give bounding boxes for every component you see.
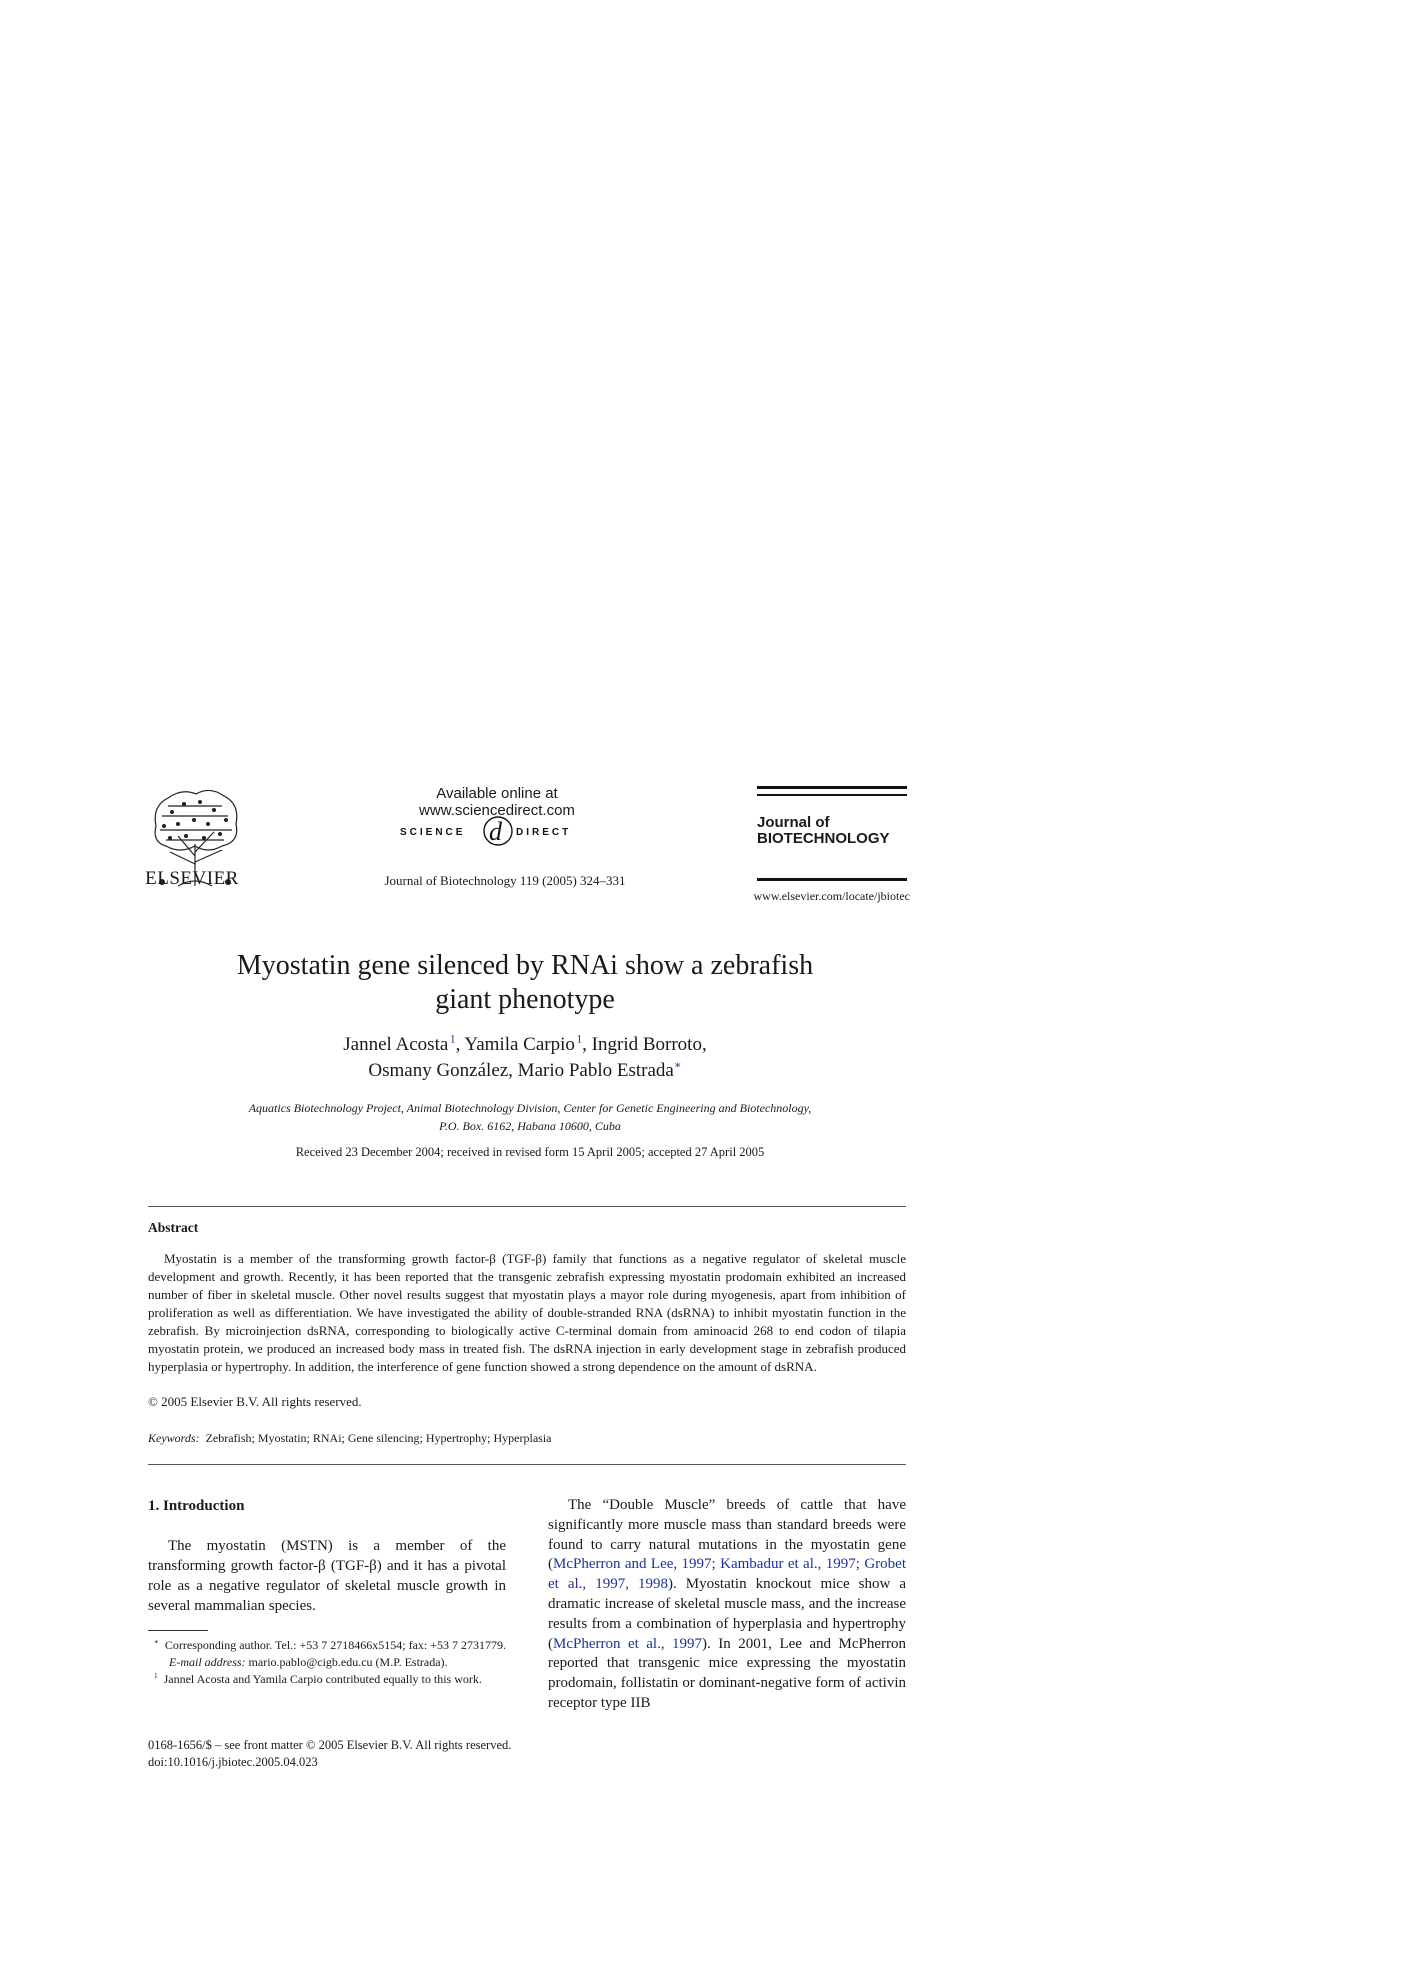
journal-name	[757, 815, 917, 847]
author-list: Jannel Acosta $^1$, Yamila Carpio $^1$, Ingrid Borroto, Osmany González, Mario Pablo Estrada∗	[343, 1033, 707, 1081]
affiliation-line2: P.O. Box. 6162, Habana 10600, Cuba	[439, 1119, 621, 1133]
journal-header-rule	[757, 878, 907, 881]
footnote-marker[interactable]: 1	[576, 1033, 583, 1046]
author-name: Yamila Carpio	[464, 1034, 575, 1055]
abstract-heading: Abstract	[148, 1220, 199, 1235]
keywords-list: Zebrafish; Myostatin; RNAi; Gene silencing; Hypertrophy; Hyperplasia	[205, 1431, 552, 1445]
abstract-body: Myostatin is a member of the transforming growth factor-β (TGF-β) family that functions as a negative regulator of skeletal muscle development and growth. Recently, it has been reported that the transgenic zebrafish expressing myostatin prodomain exhibited an increased number of fiber in skeletal muscle. Other novel results suggest that myostatin plays a mayor role during myogenesis, apart from inhibition of proliferation as well as differentiation. We have investigated the ability of double-stranded RNA (dsRNA) to inhibit myostatin function in the zebrafish. By microinjection dsRNA, corresponding to biologically active C-terminal domain from aminoacid 268 to end codon of tilapia myostatin protein, we produced an increased body mass in treated fish. The dsRNA injection in early development stage in zebrafish produced hyperplasia or hypertrophy. In addition, the interference of gene function showed a strong dependence on the amount of dsRNA.	[148, 1251, 906, 1374]
svg-text:SCIENCE: SCIENCE	[400, 827, 466, 838]
issn-line: 0168-1656/$ – see front matter © 2005 Elsevier B.V. All rights reserved.	[148, 1738, 512, 1752]
journal-url-link[interactable]: www.elsevier.com/locate/jbiotec	[753, 889, 910, 903]
journal-header-rule	[757, 794, 907, 796]
affiliation	[180, 1099, 880, 1135]
introduction-paragraph: The myostatin (MSTN) is a member of the transforming growth factor-β (TGF-β) and it has a pivotal role as a negative regulator of skeletal muscle growth in several mammalian species.	[148, 1538, 506, 1614]
author-name: Jannel Acosta	[343, 1034, 449, 1055]
keywords-label: Keywords:	[148, 1431, 200, 1445]
journal-header-rule	[757, 786, 907, 789]
footnote-marker[interactable]: 1	[449, 1033, 456, 1046]
email-label: E-mail address:	[169, 1655, 246, 1669]
footnote-corresponding: ∗ Corresponding author. Tel.: +53 7 2718466x5154; fax: +53 7 2731779.	[154, 1638, 507, 1652]
affiliation-line1: Aquatics Biotechnology Project, Animal Biotechnology Division, Center for Genetic Engineering and Biotechnology,	[248, 1101, 812, 1115]
footnote-star-mark: ∗	[154, 1638, 159, 1646]
divider	[148, 1464, 906, 1465]
author-name: Ingrid Borroto,	[591, 1034, 707, 1055]
body-paragraph: The “Double Muscle” breeds of cattle that have significantly more muscle mass than standard breeds were found to carry natural mutations in the myostatin gene (McPherron and Lee, 1997; Kambadur et al., 1997; Grobet et al., 1997, 1998). Myostatin knockout mice show a dramatic increase of skeletal muscle mass, and the increase results from a combination of hyperplasia and hypertrophy (McPherron et al., 1997). In 2001, Lee and McPherron reported that transgenic mice expressing the myostatin prodomain, follistatin or dominant-negative form of activin receptor type IIB	[548, 1497, 906, 1711]
author-name: Osmany González, Mario Pablo Estrada	[368, 1060, 674, 1081]
available-online-text: Available online at www.sciencedirect.com	[419, 785, 575, 819]
footnote-email	[148, 1654, 506, 1671]
section-heading-introduction: 1. Introduction	[148, 1498, 245, 1514]
email-address[interactable]: mario.pablo@cigb.edu.cu (M.P. Estrada).	[248, 1655, 448, 1669]
corresponding-author-marker[interactable]: ∗	[673, 1059, 682, 1072]
svg-text:d: d	[489, 817, 502, 846]
citation-link[interactable]: McPherron and Lee, 1997; Kambadur et al., 1997; Grobet et al., 1997, 1998	[548, 1556, 906, 1593]
footnote-one-mark: 1	[154, 1672, 158, 1680]
divider	[148, 1206, 906, 1207]
article-title-line1: Myostatin gene silenced by RNAi show a zebrafish	[236, 950, 814, 981]
sciencedirect-logo	[400, 810, 600, 850]
abstract-copyright: © 2005 Elsevier B.V. All rights reserved.	[148, 1394, 362, 1409]
svg-text:DIRECT: DIRECT	[516, 827, 572, 838]
article-title-line2: giant phenotype	[435, 984, 615, 1015]
journal-citation: Journal of Biotechnology 119 (2005) 324–331	[384, 873, 626, 888]
elsevier-wordmark: ELSEVIER	[145, 868, 239, 889]
citation-link[interactable]: McPherron et al., 1997	[553, 1635, 703, 1652]
journal-name-line1: Journal of	[757, 814, 830, 831]
doi-line[interactable]: doi:10.1016/j.jbiotec.2005.04.023	[148, 1755, 318, 1769]
keywords	[148, 1431, 552, 1446]
article-title	[200, 949, 850, 1017]
journal-name-line2: BIOTECHNOLOGY	[757, 830, 890, 847]
footnote-rule	[148, 1630, 208, 1631]
footnotes	[148, 1637, 506, 1688]
article-history-dates: Received 23 December 2004; received in revised form 15 April 2005; accepted 27 April 2005	[295, 1145, 765, 1159]
footnote-equal-contribution: $^1$ Jannel Acosta and Yamila Carpio contributed equally to this work.	[154, 1672, 482, 1686]
